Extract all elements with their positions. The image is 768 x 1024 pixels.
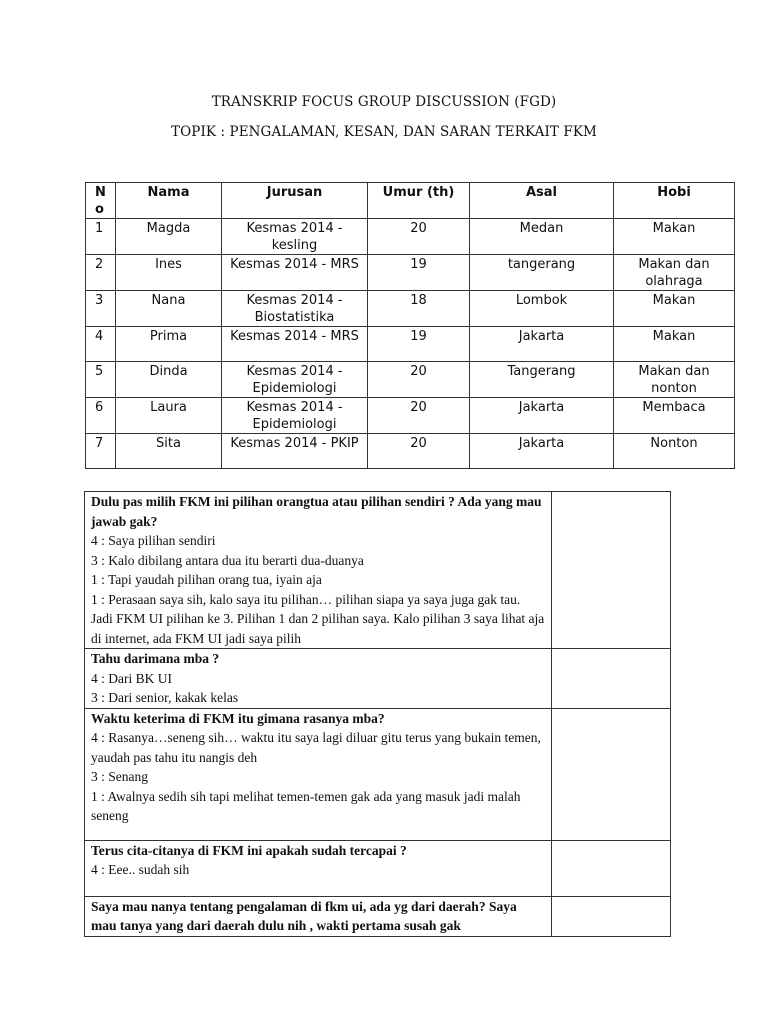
cell-asal: Medan bbox=[470, 219, 614, 255]
header-no: No bbox=[86, 183, 116, 219]
transcript-row bbox=[85, 840, 671, 896]
table-row bbox=[86, 327, 735, 362]
answer: 4 : Rasanya…seneng sih… waktu itu saya lagi diluar gitu terus yang bukain temen, yaudah pas tahu itu nangis deh bbox=[91, 730, 541, 765]
cell-hobi: Makan bbox=[614, 219, 735, 255]
answer: 3 : Kalo dibilang antara dua itu berarti dua-duanya bbox=[91, 552, 364, 568]
cell-umur: 20 bbox=[368, 362, 470, 398]
answer: 3 : Dari senior, kakak kelas bbox=[91, 690, 239, 705]
participants-table bbox=[85, 182, 735, 469]
cell-hobi: Makan dan olahraga bbox=[614, 255, 735, 291]
answer: 1 : Perasaan saya sih, kalo saya itu pilihan… pilihan siapa ya saya juga gak tau. Jadi FKM UI pilihan ke 3. Pilihan 1 dan 2 pilihan saya. Kalo pilihan 3 saya lihat aja di internet, ada FKM UI jadi saya pilih bbox=[91, 591, 545, 646]
cell-nama: Laura bbox=[116, 398, 222, 434]
answer: 4 : Dari BK UI bbox=[91, 670, 172, 686]
cell-jurusan: Kesmas 2014 - Epidemiologi bbox=[222, 362, 368, 398]
answer: 1 : Tapi yaudah pilihan orang tua, iyain aja bbox=[91, 572, 322, 587]
cell-no: 7 bbox=[86, 434, 116, 469]
transcript-row bbox=[85, 492, 671, 649]
cell-no: 4 bbox=[86, 327, 116, 362]
cell-jurusan: Kesmas 2014 - MRS bbox=[222, 327, 368, 362]
document-title: TRANSKRIP FOCUS GROUP DISCUSSION (FGD) bbox=[211, 94, 557, 110]
cell-asal: Jakarta bbox=[470, 327, 614, 362]
cell-hobi: Makan bbox=[614, 291, 735, 327]
cell-asal: Lombok bbox=[470, 291, 614, 327]
cell-nama: Magda bbox=[116, 219, 222, 255]
cell-no: 2 bbox=[86, 255, 116, 291]
table-row bbox=[86, 362, 735, 398]
header-jurusan: Jurusan bbox=[222, 183, 368, 219]
header-asal: Asal bbox=[470, 183, 614, 219]
answer: 1 : Awalnya sedih sih tapi melihat temen-temen gak ada yang masuk jadi malah seneng bbox=[91, 788, 521, 823]
table-row bbox=[86, 398, 735, 434]
transcript-row bbox=[85, 649, 671, 709]
transcript-table bbox=[84, 491, 671, 937]
table-row bbox=[86, 219, 735, 255]
table-row bbox=[86, 291, 735, 327]
cell-nama: Prima bbox=[116, 327, 222, 362]
participants-header-row bbox=[86, 183, 735, 219]
cell-asal: Jakarta bbox=[470, 398, 614, 434]
header-umur: Umur (th) bbox=[368, 183, 470, 219]
cell-jurusan: Kesmas 2014 - PKIP bbox=[222, 434, 368, 469]
cell-asal: Tangerang bbox=[470, 362, 614, 398]
cell-jurusan: Kesmas 2014 - MRS bbox=[222, 255, 368, 291]
question: Terus cita-citanya di FKM ini apakah sudah tercapai ? bbox=[91, 842, 407, 858]
cell-no: 3 bbox=[86, 291, 116, 327]
cell-jurusan: Kesmas 2014 - Epidemiologi bbox=[222, 398, 368, 434]
cell-hobi: Makan dan nonton bbox=[614, 362, 735, 398]
cell-nama: Dinda bbox=[116, 362, 222, 398]
header-hobi: Hobi bbox=[614, 183, 735, 219]
cell-umur: 18 bbox=[368, 291, 470, 327]
question: Waktu keterima di FKM itu gimana rasanya mba? bbox=[91, 710, 385, 726]
cell-hobi: Nonton bbox=[614, 434, 735, 469]
cell-asal: tangerang bbox=[470, 255, 614, 291]
question: Tahu darimana mba ? bbox=[91, 651, 220, 666]
question: Saya mau nanya tentang pengalaman di fkm ui, ada yg dari daerah? Saya mau tanya yang dari daerah dulu nih , wakti pertama susah gak bbox=[91, 898, 517, 933]
answer: 3 : Senang bbox=[91, 769, 148, 784]
cell-umur: 20 bbox=[368, 434, 470, 469]
document-topic: TOPIK : PENGALAMAN, KESAN, DAN SARAN TERKAIT FKM bbox=[171, 124, 597, 140]
cell-asal: Jakarta bbox=[470, 434, 614, 469]
cell-hobi: Makan bbox=[614, 327, 735, 362]
cell-umur: 19 bbox=[368, 255, 470, 291]
transcript-cell bbox=[85, 492, 552, 649]
cell-nama: Ines bbox=[116, 255, 222, 291]
notes-cell bbox=[552, 896, 671, 936]
cell-umur: 20 bbox=[368, 398, 470, 434]
cell-no: 1 bbox=[86, 219, 116, 255]
transcript-row bbox=[85, 708, 671, 840]
cell-nama: Sita bbox=[116, 434, 222, 469]
answer: 4 : Eee.. sudah sih bbox=[91, 862, 190, 877]
transcript-row bbox=[85, 896, 671, 936]
question: Dulu pas milih FKM ini pilihan orangtua atau pilihan sendiri ? Ada yang mau jawab gak? bbox=[91, 494, 542, 529]
transcript-cell bbox=[85, 649, 552, 709]
transcript-cell bbox=[85, 840, 552, 896]
answer: 4 : Saya pilihan sendiri bbox=[91, 533, 216, 548]
cell-no: 5 bbox=[86, 362, 116, 398]
transcript-cell bbox=[85, 708, 552, 840]
notes-cell bbox=[552, 840, 671, 896]
cell-nama: Nana bbox=[116, 291, 222, 327]
table-row bbox=[86, 434, 735, 469]
transcript-cell bbox=[85, 896, 552, 936]
cell-jurusan: Kesmas 2014 - Biostatistika bbox=[222, 291, 368, 327]
cell-hobi: Membaca bbox=[614, 398, 735, 434]
notes-cell bbox=[552, 649, 671, 709]
cell-umur: 19 bbox=[368, 327, 470, 362]
cell-jurusan: Kesmas 2014 - kesling bbox=[222, 219, 368, 255]
header-nama: Nama bbox=[116, 183, 222, 219]
table-row bbox=[86, 255, 735, 291]
cell-no: 6 bbox=[86, 398, 116, 434]
notes-cell bbox=[552, 708, 671, 840]
notes-cell bbox=[552, 492, 671, 649]
cell-umur: 20 bbox=[368, 219, 470, 255]
